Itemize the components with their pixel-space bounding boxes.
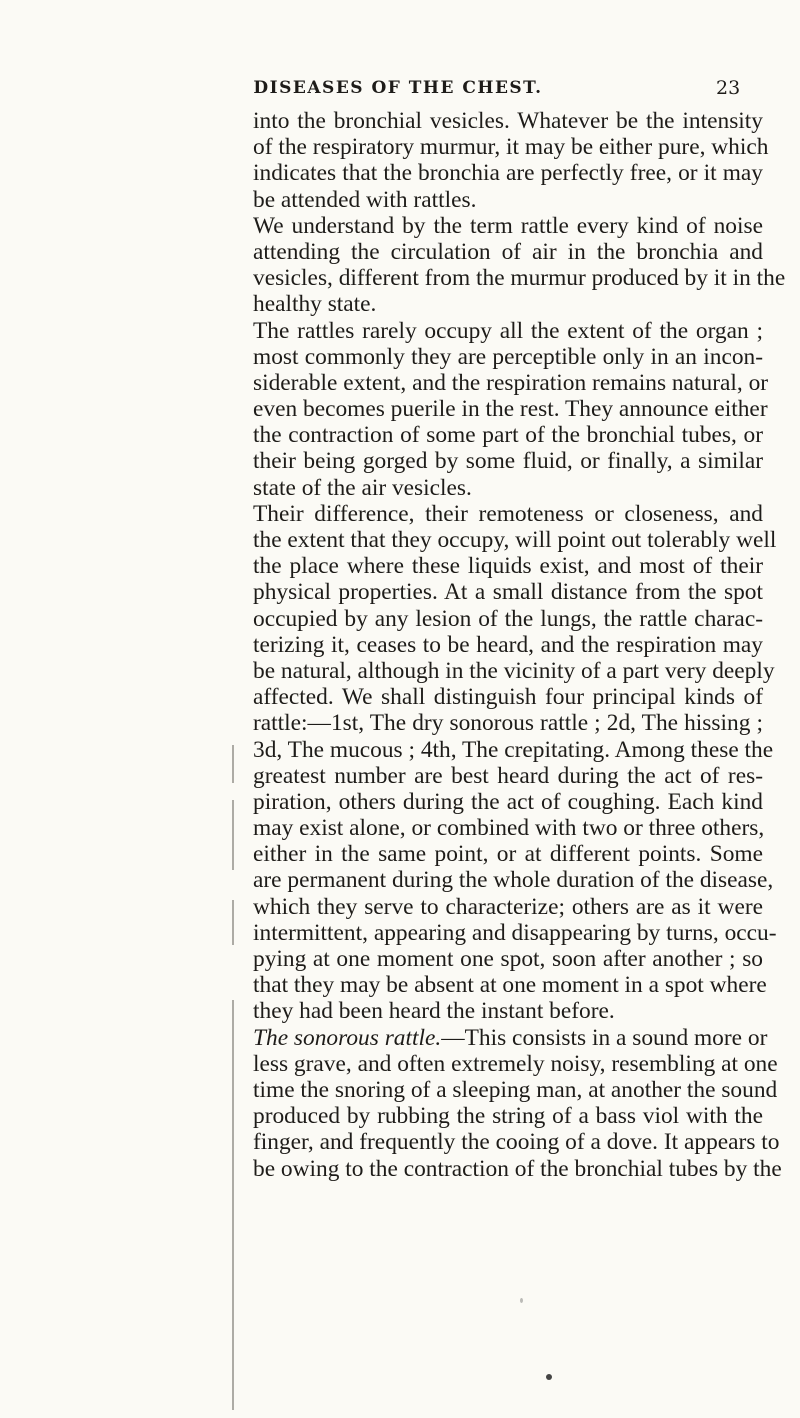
section-first-line [253,1024,768,1051]
text-line: siderable extent, and the respiration remains natural, or [253,369,769,396]
margin-mark [232,900,234,945]
section-first-line-rest: —This consists in a sound more or [441,1024,768,1051]
text-line: rattle:—1st, The dry sonorous rattle ; 2d, The hissing ; [253,710,763,737]
text-line: We understand by the term rattle every kind of noise [253,212,763,239]
text-line: even becomes puerile in the rest. They announce either [253,396,768,423]
text-line: less grave, and often extremely noisy, resembling at one [253,1050,778,1077]
text-line: piration, others during the act of coughing. Each kind [253,788,763,815]
text-line: terizing it, ceases to be heard, and the respiration may [253,631,763,658]
text-line: may exist alone, or combined with two or three others, [253,815,765,842]
text-line: the place where these liquids exist, and most of their [253,553,763,580]
text-line: either in the same point, or at different points. Some [253,841,763,868]
text-line: pying at one moment one spot, soon after another ; so [253,946,763,972]
text-line: into the bronchial vesicles. Whatever be the intensity [253,108,763,134]
text-line: the extent that they occupy, will point out tolerably well [253,527,777,553]
text-line: indicates that the bronchia are perfectly free, or it may [253,160,763,187]
text-line: be attended with rattles. [253,186,477,213]
text-line: vesicles, different from the murmur produced by it in the [253,265,786,292]
text-line: produced by rubbing the string of a bass viol with the [253,1103,763,1130]
running-head: DISEASES OF THE CHEST. [253,78,543,98]
text-line: which they serve to characterize; others are as it were [253,893,763,920]
text-line: physical properties. At a small distance from the spot [253,579,763,606]
margin-mark [232,800,234,870]
text-line: healthy state. [253,291,377,318]
text-line: affected. We shall distinguish four principal kinds of [253,684,763,711]
text-line: that they may be absent at one moment in a spot where [253,972,767,999]
text-line: their being gorged by some fluid, or finally, a similar [253,448,763,475]
margin-mark [232,745,234,783]
text-line: state of the air vesicles. [253,474,472,501]
text-line: be owing to the contraction of the bronchial tubes by the [253,1155,782,1182]
text-line: finger, and frequently the cooing of a dove. It appears to [253,1129,780,1156]
text-line: time the snoring of a sleeping man, at another the sound [253,1076,778,1103]
text-line: 3d, The mucous ; 4th, The crepitating. Among these the [253,736,774,763]
text-line: occupied by any lesion of the lungs, the rattle charac- [253,605,763,632]
section-heading: The sonorous rattle. [253,1024,442,1051]
body-text [253,108,786,1182]
text-line: attending the circulation of air in the bronchia and [253,238,763,265]
text-line: The rattles rarely occupy all the extent of the organ ; [253,317,763,344]
text-line: greatest number are best heard during the act of res- [253,762,763,789]
text-line: be natural, although in the vicinity of a part very deeply [253,657,775,684]
text-line: Their difference, their remoteness or closeness, and [253,500,763,527]
page-number: 23 [716,77,741,99]
text-line: intermittent, appearing and disappearing by turns, occu- [253,919,777,946]
ink-speck [520,1298,523,1303]
text-line: are permanent during the whole duration of the disease, [253,867,774,894]
ink-speck [546,1374,552,1380]
margin-mark [232,1000,234,1410]
text-line: they had been heard the instant before. [253,998,615,1025]
text-line: the contraction of some part of the bronchial tubes, or [253,422,763,449]
text-line: of the respiratory murmur, it may be either pure, which [253,134,769,161]
text-line: most commonly they are perceptible only in an incon- [253,343,763,370]
